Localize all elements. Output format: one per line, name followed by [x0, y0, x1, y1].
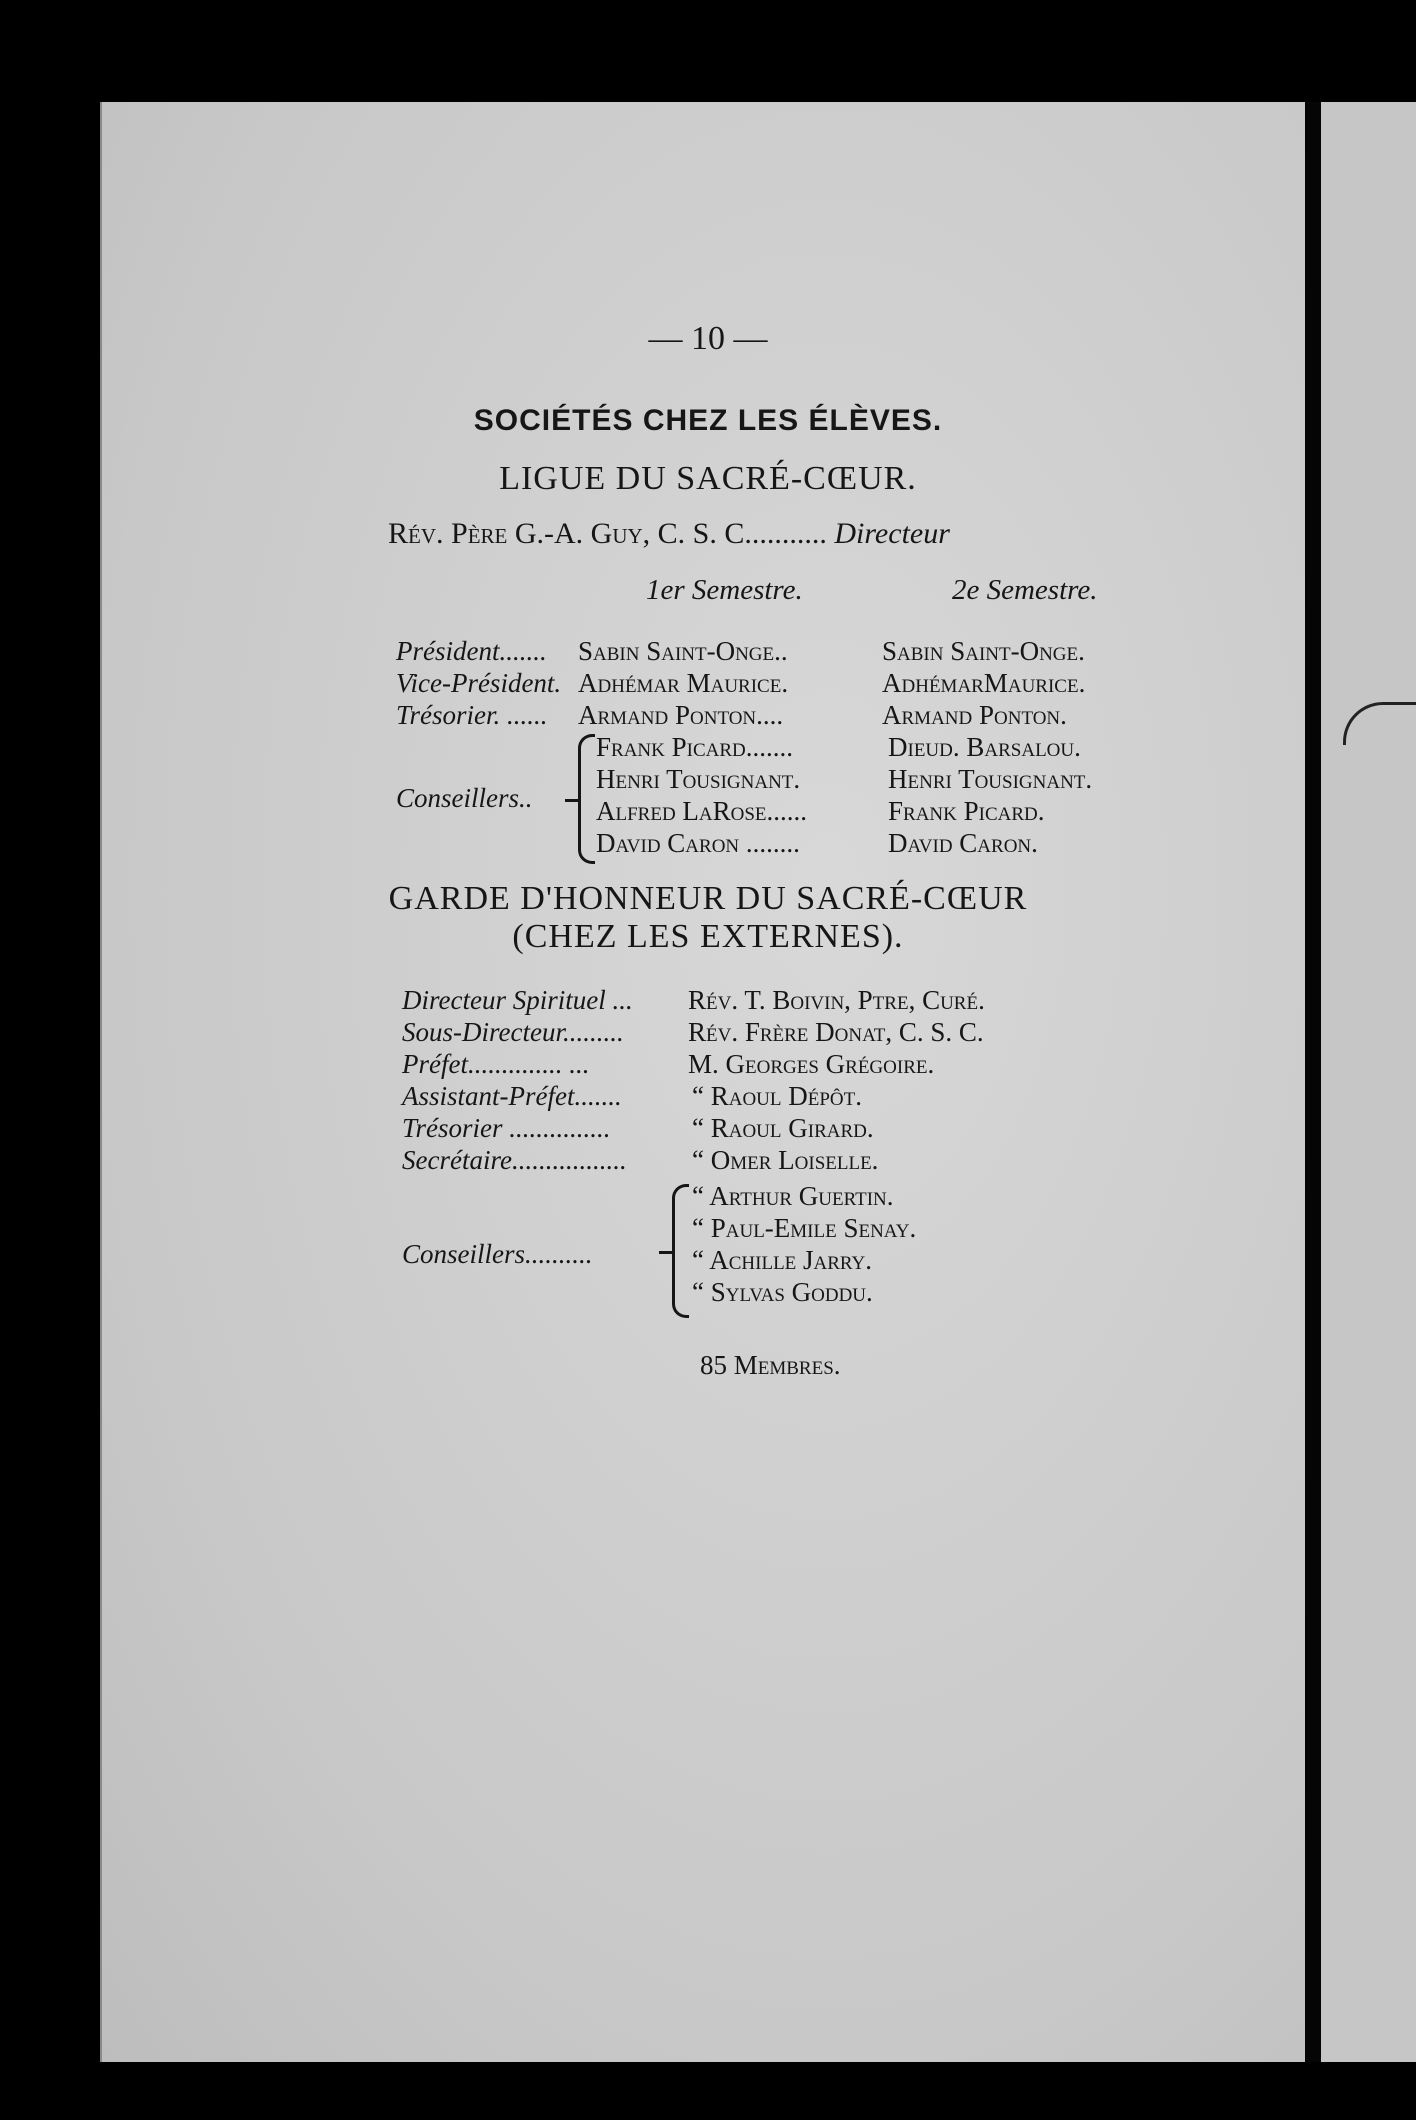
garde-heading: GARDE D'HONNEUR DU SACRÉ-CŒUR — [388, 880, 1028, 917]
garde-members-count: 85 Membres. — [700, 1350, 841, 1380]
garde-officer-label: Assistant-Préfet....... — [402, 1081, 622, 1111]
semester-1-header: 1er Semestre. — [646, 574, 803, 606]
garde-officer-value: Rév. Frère Donat, C. S. C. — [688, 1017, 984, 1047]
ligue-director-role: Directeur — [834, 517, 950, 550]
garde-officer-value: “ Raoul Dépôt. — [692, 1081, 863, 1111]
ligue-conseiller-s2: Frank Picard. — [888, 796, 1045, 826]
garde-subheading: (CHEZ LES EXTERNES). — [512, 918, 904, 955]
garde-officer-label: Préfet.............. ... — [402, 1049, 590, 1079]
garde-conseiller: “ Paul-Emile Senay. — [692, 1213, 917, 1243]
garde-conseillers-brace — [672, 1184, 689, 1318]
garde-officer-label: Directeur Spirituel ... — [402, 985, 633, 1015]
ligue-conseiller-s2: David Caron. — [888, 828, 1038, 858]
garde-officer-label: Trésorier ............... — [402, 1113, 611, 1143]
garde-officer-label: Sous-Directeur......... — [402, 1017, 624, 1047]
ligue-conseillers-label: Conseillers.. — [396, 783, 533, 813]
ligue-officer-s1: Sabin Saint-Onge.. — [578, 636, 788, 666]
ligue-heading: LIGUE DU SACRÉ-CŒUR. — [499, 460, 917, 497]
garde-officer-label: Secrétaire................. — [402, 1145, 627, 1175]
garde-officer-value: “ Raoul Girard. — [692, 1113, 874, 1143]
ligue-officer-s1: Armand Ponton.... — [578, 700, 784, 730]
ligue-officer-label: Président....... — [396, 636, 547, 666]
garde-conseillers-label: Conseillers.......... — [402, 1239, 593, 1269]
ligue-director-name: Rév. Père G.-A. Guy, C. S. C — [388, 517, 745, 550]
ligue-conseiller-s1: Frank Picard....... — [596, 732, 793, 762]
ligue-conseiller-s1: Alfred LaRose...... — [596, 796, 808, 826]
ligue-officer-label: Trésorier. ...... — [396, 700, 548, 730]
ligue-officer-s2: Sabin Saint-Onge. — [882, 636, 1085, 666]
ligue-director-dots: ........... — [744, 517, 827, 550]
ligue-conseiller-s2: Henri Tousignant. — [888, 764, 1093, 794]
garde-officer-value: Rév. T. Boivin, Ptre, Curé. — [688, 985, 985, 1015]
page-number: — 10 — — [648, 320, 768, 357]
ligue-conseillers-brace — [578, 734, 595, 864]
garde-conseiller: “ Arthur Guertin. — [692, 1181, 894, 1211]
ligue-conseiller-s1: David Caron ........ — [596, 828, 800, 858]
ligue-officer-s2: AdhémarMaurice. — [882, 668, 1086, 698]
garde-officer-value: “ Omer Loiselle. — [692, 1145, 879, 1175]
page-title: SOCIÉTÉS CHEZ LES ÉLÈVES. — [473, 404, 943, 437]
ligue-director-line — [388, 517, 950, 551]
ligue-officer-label: Vice-Président. — [396, 668, 562, 698]
garde-conseiller: “ Achille Jarry. — [692, 1245, 873, 1275]
garde-conseiller: “ Sylvas Goddu. — [692, 1277, 873, 1307]
garde-officer-value: M. Georges Grégoire. — [688, 1049, 935, 1079]
ligue-officer-s2: Armand Ponton. — [882, 700, 1067, 730]
ligue-officer-s1: Adhémar Maurice. — [578, 668, 789, 698]
semester-2-header: 2e Semestre. — [952, 574, 1098, 606]
ligue-conseiller-s2: Dieud. Barsalou. — [888, 732, 1081, 762]
ligue-conseiller-s1: Henri Tousignant. — [596, 764, 801, 794]
